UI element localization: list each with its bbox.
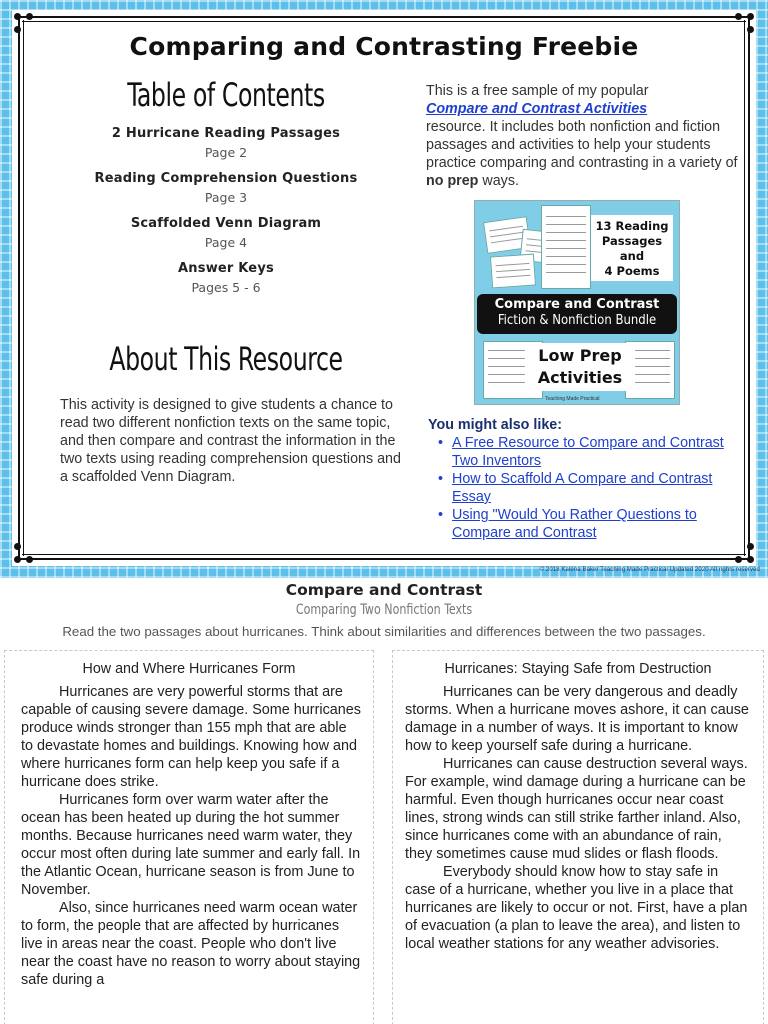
paragraph: Also, since hurricanes need warm ocean water to form, the people that are affected by hurricanes live in areas near the coast. People who don't live near the coast have no reason to worry about staying safe during a bbox=[21, 900, 361, 988]
product-band-line2: Fiction & Nonfiction Bundle bbox=[497, 313, 657, 328]
toc-item bbox=[76, 216, 376, 250]
low-prep-label bbox=[525, 343, 635, 391]
intro-bold: no prep bbox=[426, 173, 479, 189]
also-like-list bbox=[428, 434, 748, 542]
passages-page bbox=[0, 578, 768, 1024]
scaffold-essay-link[interactable]: How to Scaffold A Compare and Contrast Essay bbox=[452, 471, 713, 505]
intro-after-2: ways. bbox=[482, 173, 519, 189]
list-item bbox=[428, 470, 748, 506]
list-item bbox=[428, 434, 748, 470]
about-text: This activity is designed to give students a chance to read two different nonfiction texts on the same topic, and then compare and contrast the information in the two texts using reading comprehension questions and a scaffolded Venn Diagram. bbox=[60, 397, 401, 485]
frame-top-line bbox=[18, 16, 750, 18]
toc-item-title: Scaffolded Venn Diagram bbox=[130, 216, 322, 231]
frame-left-line-2 bbox=[23, 20, 24, 556]
passage-card bbox=[392, 650, 764, 1024]
toc-item-page: Pages 5 - 6 bbox=[191, 280, 261, 295]
intro-text bbox=[426, 82, 746, 190]
frame-dot bbox=[747, 13, 754, 20]
paragraph: Everybody should know how to stay safe in case of a hurricane, whether you live in a place that hurricanes are likely to occur or not. First, have a plan of evacuation (a plan to leave the area), and listen to local weather stations for any weather advisories. bbox=[405, 864, 748, 952]
product-cover-image[interactable] bbox=[474, 200, 680, 405]
toc-item bbox=[76, 126, 376, 160]
toc-item bbox=[76, 171, 376, 205]
also-like-section bbox=[428, 416, 748, 542]
frame-dot bbox=[26, 556, 33, 563]
about-heading: About This Resource bbox=[109, 340, 343, 378]
count-line: 13 Reading bbox=[595, 219, 669, 233]
worksheet bbox=[541, 205, 591, 289]
toc-list bbox=[76, 126, 376, 306]
frame-right-line bbox=[748, 16, 750, 560]
frame-dot bbox=[735, 13, 742, 20]
toc-item-page: Page 4 bbox=[204, 235, 248, 250]
passage-body bbox=[393, 683, 763, 953]
paragraph: Hurricanes form over warm water after the ocean has been heated up during the hot summer months. Because hurricanes need warm water, they occur most often during late summer and early fall. In the Atlantic Ocean, hurricane season is from June to November. bbox=[21, 792, 361, 898]
instructions: Read the two passages about hurricanes. Think about similarities and differences between the two passages. bbox=[62, 624, 706, 639]
page-subtitle: Comparing Two Nonfiction Texts bbox=[295, 602, 473, 618]
paragraph: Hurricanes can be very dangerous and deadly storms. When a hurricane moves ashore, it can cause damage in a number of ways. It is important to know how to keep yourself safe during a hurricane. bbox=[405, 684, 749, 754]
intro-after-1: resource. It includes both nonfiction and fiction passages and activities to help your students practice comparing and contrasting in a variety of bbox=[426, 119, 738, 171]
intro-before: This is a free sample of my popular bbox=[426, 83, 649, 99]
passage-title: Hurricanes: Staying Safe from Destruction bbox=[444, 661, 712, 677]
frame-bottom-line-2 bbox=[22, 554, 746, 555]
list-item bbox=[428, 506, 748, 542]
frame-dot bbox=[747, 556, 754, 563]
low-prep-line: Low Prep bbox=[538, 346, 622, 365]
passage-title: How and Where Hurricanes Form bbox=[82, 661, 296, 677]
toc-item-title: 2 Hurricane Reading Passages bbox=[111, 126, 341, 141]
paragraph: Hurricanes can cause destruction several ways. For example, wind damage during a hurricane can be harmful. Even though hurricanes occur near coast lines, strong winds can still strike farther inland. Also, since hurricanes come with an abundance of rain, they sometimes cause mud slides or flash floods. bbox=[405, 756, 748, 862]
toc-item-title: Reading Comprehension Questions bbox=[94, 171, 358, 186]
frame-left-line bbox=[18, 16, 20, 560]
frame-dot bbox=[14, 13, 21, 20]
passage-body bbox=[5, 683, 373, 989]
product-credit: Teaching Made Practical bbox=[545, 396, 600, 402]
frame-dot bbox=[735, 556, 742, 563]
product-band bbox=[477, 294, 677, 334]
cover-card bbox=[12, 10, 756, 566]
toc-item-page: Page 3 bbox=[204, 190, 248, 205]
low-prep-line: Activities bbox=[537, 368, 623, 387]
count-line: Passages bbox=[601, 234, 663, 248]
free-resource-link[interactable]: A Free Resource to Compare and Contrast Two Inventors bbox=[452, 435, 724, 469]
frame-bottom-line bbox=[18, 558, 750, 560]
toc-item bbox=[76, 261, 376, 295]
passage-card bbox=[4, 650, 374, 1024]
toc-item-page: Page 2 bbox=[204, 145, 248, 160]
count-line: and bbox=[619, 249, 645, 263]
count-line: 4 Poems bbox=[604, 264, 660, 278]
task-card bbox=[490, 254, 536, 289]
frame-dot bbox=[26, 13, 33, 20]
page-title: Compare and Contrast bbox=[285, 581, 483, 599]
frame-dot bbox=[747, 543, 754, 550]
frame-dot bbox=[14, 543, 21, 550]
frame-top-line-2 bbox=[22, 21, 746, 22]
toc-item-title: Answer Keys bbox=[178, 261, 274, 276]
frame-dot bbox=[14, 556, 21, 563]
cover-title: Comparing and Contrasting Freebie bbox=[129, 32, 639, 61]
compare-contrast-activities-link[interactable]: Compare and Contrast Activities bbox=[426, 101, 648, 117]
copyright-text: © 2018 Kalena Baker Teaching Made Practical Updated 2020 All rights reserved bbox=[539, 567, 760, 573]
paragraph: Hurricanes are very powerful storms that are capable of causing severe damage. Some hurricanes produce winds stronger than 155 mph that are able to devastate homes and buildings. Knowing how and where hurricanes form can help keep you safe if a hurricane does strike. bbox=[21, 684, 361, 790]
also-like-heading: You might also like: bbox=[428, 417, 562, 433]
toc-heading: Table of Contents bbox=[127, 76, 325, 114]
product-count-label bbox=[591, 215, 673, 281]
product-band-line1: Compare and Contrast bbox=[494, 297, 660, 312]
would-you-rather-link[interactable]: Using "Would You Rather Questions to Compare and Contrast bbox=[452, 507, 697, 541]
